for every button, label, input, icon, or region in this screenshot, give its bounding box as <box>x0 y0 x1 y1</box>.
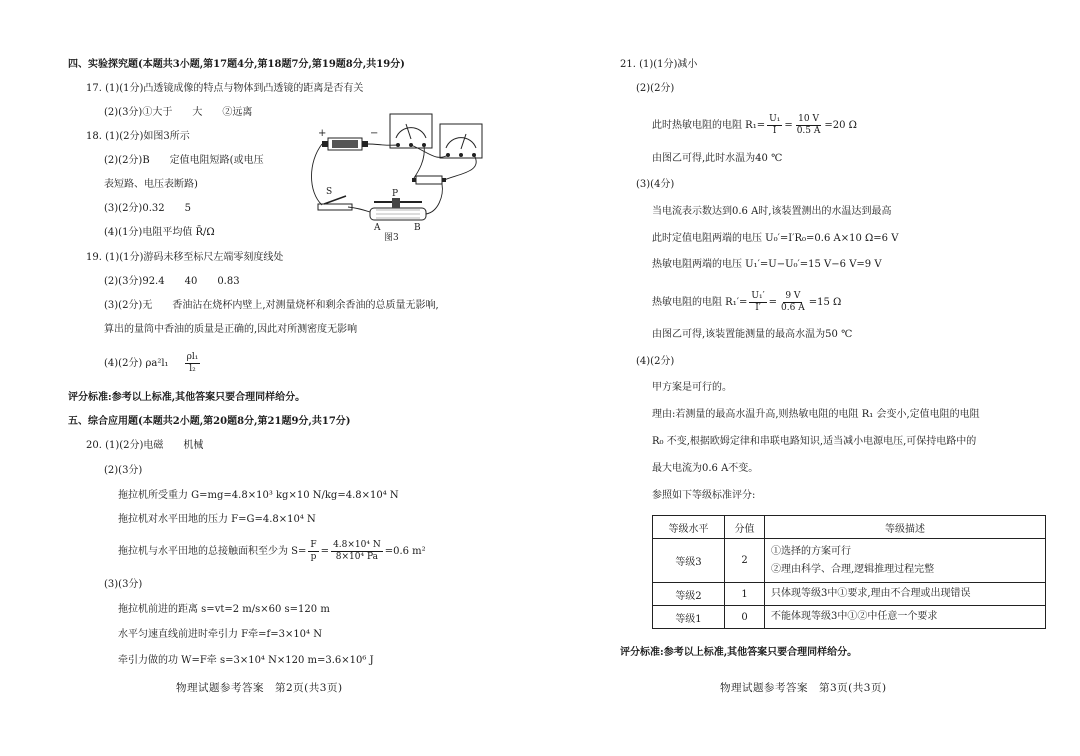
eq2-frac-1-num: U₁′ <box>751 291 765 301</box>
row-score: 0 <box>725 606 765 629</box>
row-desc-1: ①选择的方案可行 <box>771 545 851 557</box>
q20-1: 20. (1)(2分)电磁 机械 <box>86 440 204 451</box>
section-5-heading: 五、综合应用题(本题共2小题,第20题8分,第21题9分,共17分) <box>68 416 351 427</box>
row-level: 等级3 <box>653 539 725 583</box>
area-frac-1-den: p <box>310 552 317 562</box>
row-score: 1 <box>725 583 765 606</box>
q18-2-cont: 表短路、电压表断路) <box>104 179 198 190</box>
q19-4-num: ρl₁ <box>186 352 199 362</box>
eq2-frac-1 <box>749 291 766 314</box>
q18-2: (2)(2分)B 定值电阻短路(或电压 <box>104 155 264 166</box>
eq1-frac-2 <box>795 114 823 137</box>
eq1-frac-1-den: I <box>772 126 777 136</box>
area-frac-2-den: 8×10⁴ Pa <box>335 552 378 562</box>
q21-3-resistance <box>652 291 841 314</box>
q17-1: 17. (1)(1分)凸透镜成像的特点与物体到凸透镜的距离是否有关 <box>86 83 364 94</box>
row-desc-2: ②理由科学、合理,逻辑推理过程完整 <box>771 563 935 575</box>
q20-2: (2)(3分) <box>104 465 143 476</box>
area-frac-2-num: 4.8×10⁴ N <box>333 540 381 550</box>
voltmeter-icon <box>440 124 482 158</box>
q21-4: (4)(2分) <box>636 356 675 367</box>
eq1-suffix: =20 Ω <box>824 119 857 131</box>
table-row <box>653 583 1046 606</box>
eq1-eq: = <box>784 119 793 131</box>
q21-4-reason-2: R₀ 不变,根据欧姆定律和串联电路知识,适当减小电源电压,可保持电路中的 <box>652 436 977 447</box>
ammeter-icon <box>390 114 432 148</box>
figure-3-caption: 图3 <box>384 233 399 242</box>
grading-intro: 参照如下等级标准评分: <box>652 490 756 501</box>
q17-2: (2)(3分)①大于 大 ②远离 <box>104 107 253 118</box>
eq2-prefix: 热敏电阻的电阻 R₁′= <box>652 296 748 308</box>
eq1-prefix: 此时热敏电阻的电阻 R₁= <box>652 119 766 131</box>
row-desc: 不能体现等级3中①②中任意一个要求 <box>765 606 1046 629</box>
row-level: 等级2 <box>653 583 725 606</box>
q20-2-pressure-force: 拖拉机对水平田地的压力 F=G=4.8×10⁴ N <box>118 514 316 525</box>
battery-plus-label: + <box>318 128 327 139</box>
battery-minus-label: − <box>370 128 379 139</box>
table-row <box>653 606 1046 629</box>
row-level: 等级1 <box>653 606 725 629</box>
fixed-resistor-icon <box>412 176 446 184</box>
eq2-eq: = <box>768 296 778 308</box>
eq2-frac-2 <box>779 291 807 314</box>
grading-note-left: 评分标准:参考以上标准,其他答案只要合理同样给分。 <box>68 392 306 403</box>
eq2-frac-2-num: 9 V <box>785 291 801 301</box>
table-row <box>653 539 1046 583</box>
q20-2-area <box>118 540 426 563</box>
area-prefix: 拖拉机与水平田地的总接触面积至少为 S= <box>118 545 307 557</box>
eq2-frac-2-den: 0.6 A <box>781 303 805 313</box>
footer-page-2: 物理试题参考答案 第2页(共3页) <box>176 682 343 694</box>
q21-3-u1: 热敏电阻两端的电压 U₁′=U−U₀′=15 V−6 V=9 V <box>652 259 882 270</box>
row-desc <box>765 539 1046 583</box>
row-score: 2 <box>725 539 765 583</box>
q21-2: (2)(2分) <box>636 83 675 94</box>
header-desc: 等级描述 <box>765 516 1046 539</box>
header-score: 分值 <box>725 516 765 539</box>
q20-3-work: 牵引力做的功 W=F牵 s=3×10⁴ N×120 m=3.6×10⁶ J <box>118 655 374 666</box>
area-frac-1-num: F <box>310 540 317 550</box>
q21-3: (3)(4分) <box>636 179 675 190</box>
area-frac-1 <box>308 540 318 563</box>
terminal-a-label: A <box>374 223 381 233</box>
rheostat-icon <box>370 198 426 220</box>
eq1-frac-1 <box>767 114 782 137</box>
area-suffix: =0.6 m² <box>384 545 426 557</box>
q19-2: (2)(3分)92.4 40 0.83 <box>104 276 240 287</box>
q19-4-fraction <box>185 352 201 375</box>
q21-4-reason-1: 理由:若测量的最高水温升高,则热敏电阻的电阻 R₁ 会变小,定值电阻的电阻 <box>652 409 980 420</box>
q19-4 <box>104 352 202 375</box>
eq1-frac-1-num: U₁ <box>769 114 781 124</box>
q21-2-resistance <box>652 114 857 137</box>
area-frac-2 <box>331 540 383 563</box>
switch-icon <box>318 196 352 210</box>
eq2-suffix: =15 Ω <box>808 296 842 308</box>
slider-label: P <box>392 189 399 199</box>
area-eq: = <box>320 545 330 557</box>
grading-note-right: 评分标准:参考以上标准,其他答案只要合理同样给分。 <box>620 647 858 658</box>
q19-3: (3)(2分)无 香油沾在烧杯内壁上,对测量烧杯和剩余香油的总质量无影响, <box>104 300 439 311</box>
eq1-frac-2-den: 0.5 A <box>796 126 821 136</box>
q21-4-answer: 甲方案是可行的。 <box>652 382 732 393</box>
terminal-b-label: B <box>414 223 421 233</box>
battery-icon <box>322 138 368 150</box>
circuit-figure <box>308 112 498 242</box>
q19-3-cont: 算出的量筒中香油的质量是正确的,因此对所测密度无影响 <box>104 324 358 335</box>
q20-3-traction: 水平匀速直线前进时牵引力 F牵=f=3×10⁴ N <box>118 629 322 640</box>
q20-2-gravity: 拖拉机所受重力 G=mg=4.8×10³ kg×10 N/kg=4.8×10⁴ N <box>118 490 399 501</box>
header-level: 等级水平 <box>653 516 725 539</box>
q19-4-den: l₂ <box>189 364 196 374</box>
q21-4-reason-3: 最大电流为0.6 A不变。 <box>652 463 759 474</box>
section-4-heading: 四、实验探究题(本题共3小题,第17题4分,第18题7分,第19题8分,共19分) <box>68 59 405 70</box>
q20-3-distance: 拖拉机前进的距离 s=vt=2 m/s×60 s=120 m <box>118 604 330 615</box>
q19-1: 19. (1)(1分)游码未移至标尺左端零刻度线处 <box>86 252 284 263</box>
q21-3-maxtemp: 由图乙可得,该装置能测量的最高水温为50 ℃ <box>652 329 853 340</box>
q18-4: (4)(1分)电阻平均值 R̄/Ω <box>104 227 215 238</box>
q21-3-current: 当电流表示数达到0.6 A时,该装置测出的水温达到最高 <box>652 206 892 217</box>
eq2-frac-1-den: I′ <box>755 303 761 313</box>
q18-3: (3)(2分)0.32 5 <box>104 203 191 214</box>
answer-page-3 <box>540 0 1080 756</box>
q21-2-temp: 由图乙可得,此时水温为40 ℃ <box>652 153 783 164</box>
row-desc: 只体现等级3中①要求,理由不合理或出现错误 <box>765 583 1046 606</box>
q21-1: 21. (1)(1分)减小 <box>620 59 698 70</box>
q18-1: 18. (1)(2分)如图3所示 <box>86 131 190 142</box>
switch-label: S <box>326 187 333 197</box>
q21-3-u0: 此时定值电阻两端的电压 U₀′=I′R₀=0.6 A×10 Ω=6 V <box>652 233 899 244</box>
grading-table-header <box>653 516 1046 539</box>
eq1-frac-2-num: 10 V <box>798 114 819 124</box>
footer-page-3: 物理试题参考答案 第3页(共3页) <box>720 682 887 694</box>
grading-table <box>652 515 1046 629</box>
q19-4-prefix: (4)(2分) ρa²l₁ <box>104 357 169 369</box>
q20-3: (3)(3分) <box>104 579 143 590</box>
